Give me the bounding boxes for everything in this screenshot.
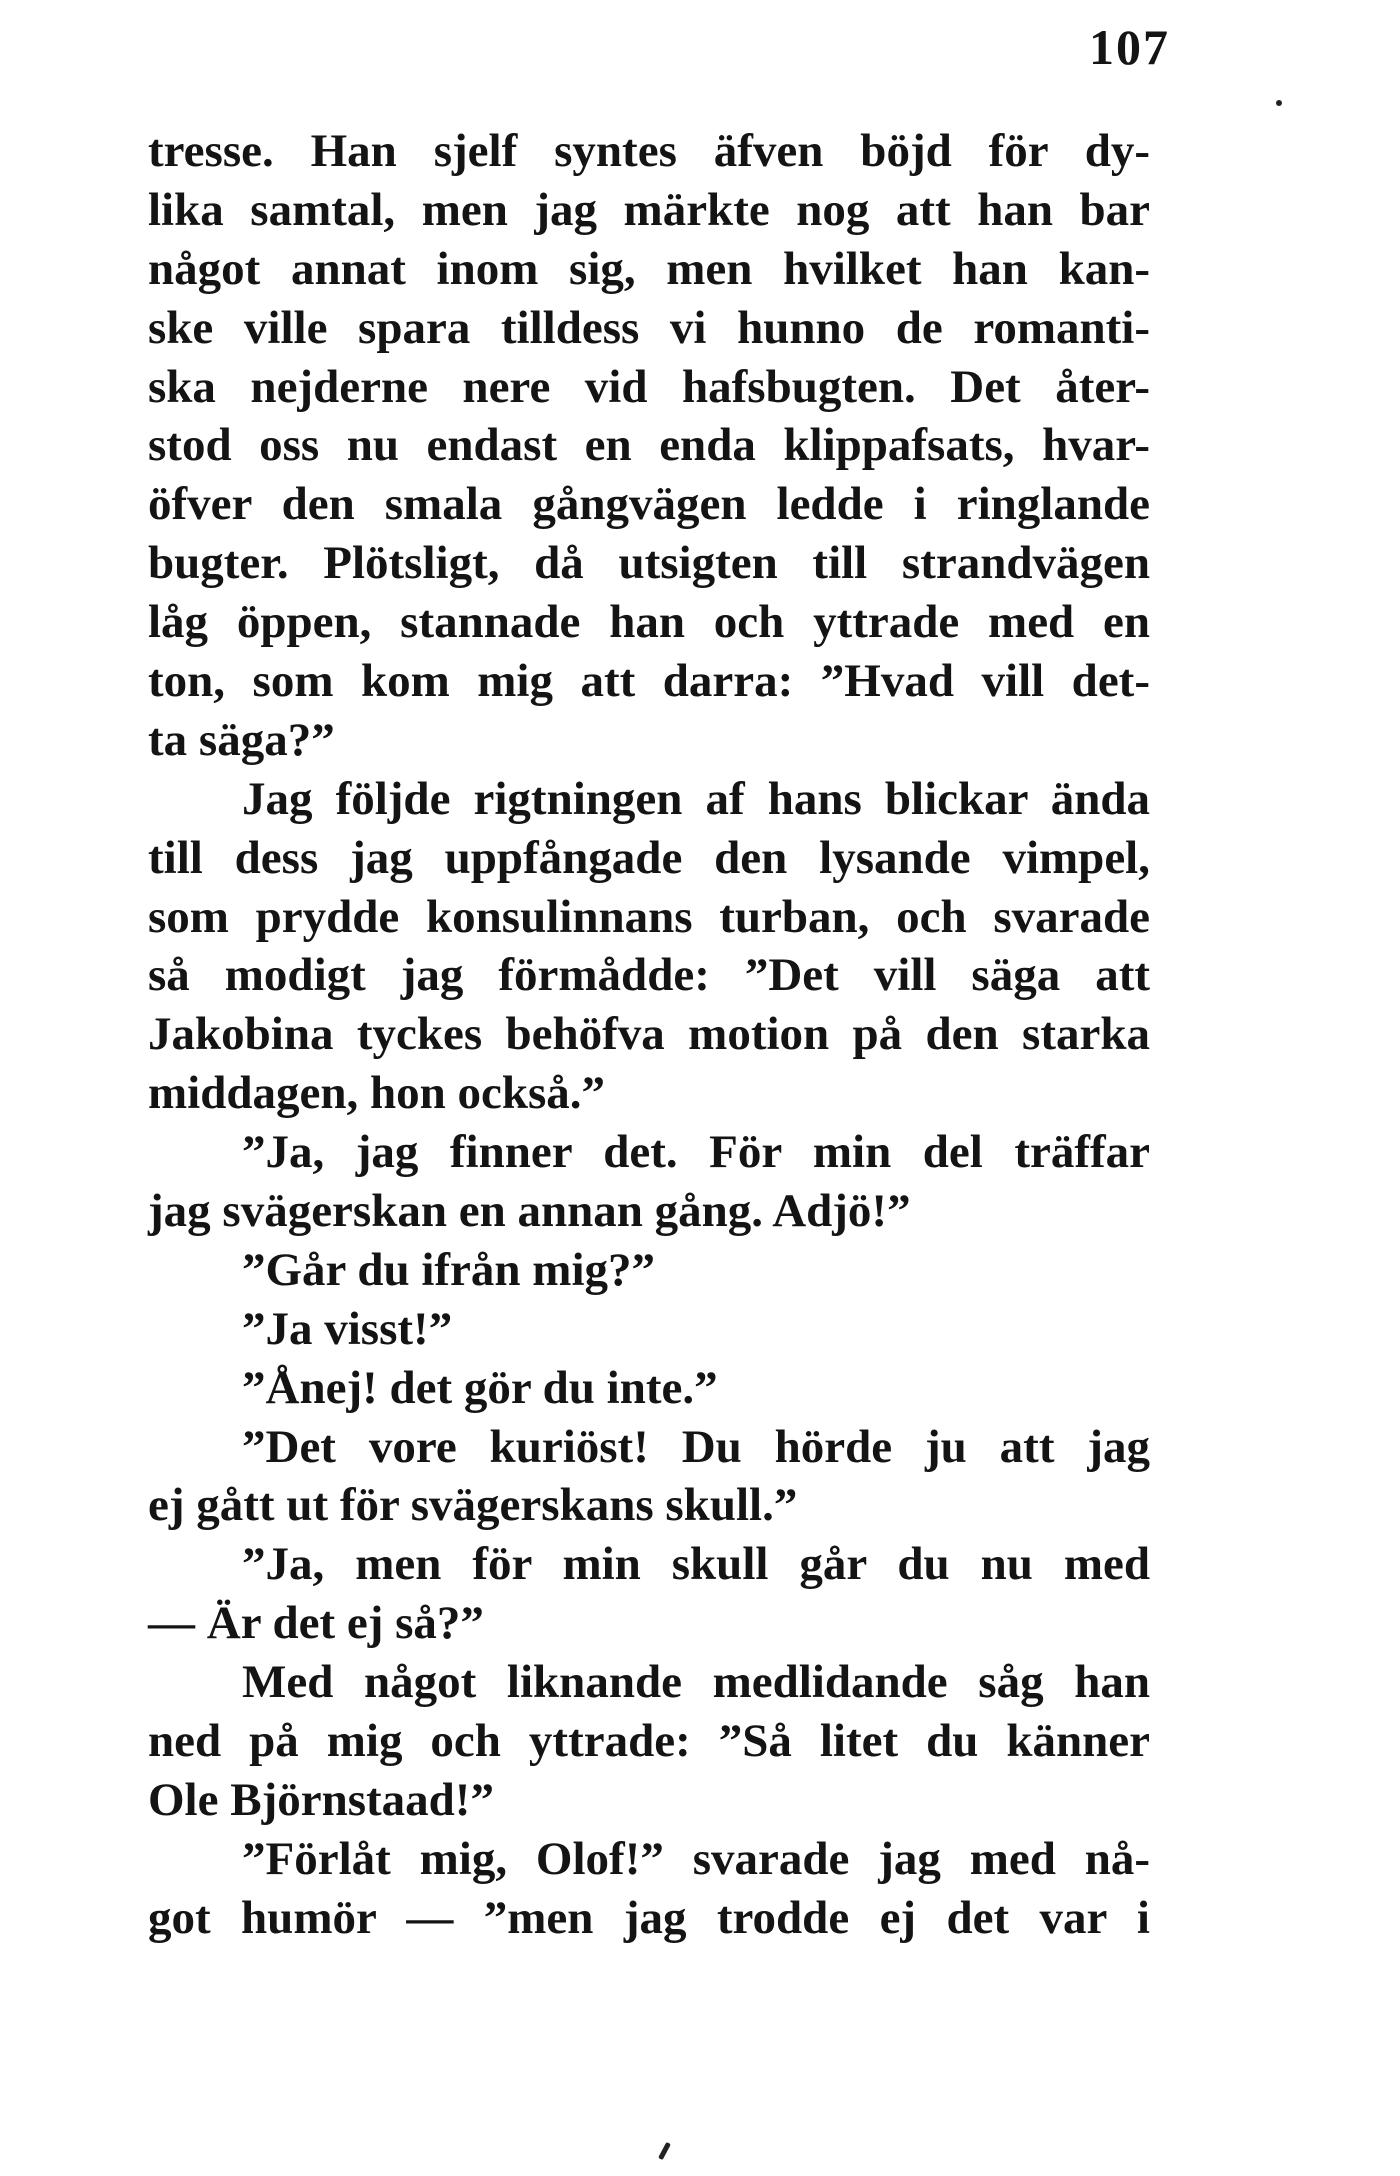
text-line: låg öppen, stannade han och yttrade med en bbox=[148, 596, 1150, 649]
text-line: ned på mig och yttrade: ”Så litet du känner bbox=[148, 1715, 1150, 1768]
text-line: Jakobina tyckes behöfva motion på den starka bbox=[148, 1008, 1150, 1061]
text-line: middagen, hon också.” bbox=[148, 1067, 606, 1120]
text-line: något annat inom sig, men hvilket han kan- bbox=[148, 242, 1150, 295]
text-line: Med något liknande medlidande såg han bbox=[242, 1656, 1150, 1709]
text-line: ”Ja, men för min skull går du nu med bbox=[242, 1538, 1150, 1591]
text-line: så modigt jag förmådde: ”Det vill säga att bbox=[148, 949, 1150, 1002]
text-line: jag svägerskan en annan gång. Adjö!” bbox=[148, 1185, 911, 1238]
text-line: ej gått ut för svägerskans skull.” bbox=[148, 1479, 798, 1532]
text-line: ”Förlåt mig, Olof!” svarade jag med nå- bbox=[242, 1832, 1150, 1885]
text-line: bugter. Plötsligt, då utsigten till strandvägen bbox=[148, 537, 1150, 590]
text-line: got humör — ”men jag trodde ej det var i bbox=[148, 1891, 1150, 1944]
body-text bbox=[148, 122, 1150, 1948]
text-line: öfver den smala gångvägen ledde i ringlande bbox=[148, 478, 1150, 531]
text-line: som prydde konsulinnans turban, och svarade bbox=[148, 890, 1150, 943]
text-line: ”Ja visst!” bbox=[242, 1302, 453, 1355]
text-line: tresse. Han sjelf syntes äfven böjd för dy- bbox=[148, 125, 1150, 177]
text-line: till dess jag uppfångade den lysande vimpel, bbox=[148, 831, 1150, 884]
ink-speck bbox=[658, 2142, 671, 2160]
text-line: ta säga?” bbox=[148, 713, 335, 766]
text-line: stod oss nu endast en enda klippafsats, hvar- bbox=[148, 419, 1150, 472]
text-line: Ole Björnstaad!” bbox=[148, 1773, 494, 1826]
text-line: ”Ånej! det gör du inte.” bbox=[242, 1361, 718, 1414]
text-line: ”Det vore kuriöst! Du hörde ju att jag bbox=[242, 1420, 1150, 1473]
text-line: Jag följde rigtningen af hans blickar ända bbox=[242, 772, 1150, 825]
text-line: — Är det ej så?” bbox=[148, 1597, 484, 1650]
page-number: 107 bbox=[1089, 19, 1170, 75]
text-line: ton, som kom mig att darra: ”Hvad vill det- bbox=[148, 655, 1150, 708]
text-line: ”Ja, jag finner det. För min del träffar bbox=[242, 1126, 1150, 1179]
text-line: lika samtal, men jag märkte nog att han bar bbox=[148, 183, 1150, 236]
text-line: ”Går du ifrån mig?” bbox=[242, 1243, 656, 1296]
text-line: ske ville spara tilldess vi hunno de romanti- bbox=[148, 301, 1150, 354]
text-line: ska nejderne nere vid hafsbugten. Det åter- bbox=[148, 360, 1150, 413]
ink-speck bbox=[1276, 100, 1282, 106]
